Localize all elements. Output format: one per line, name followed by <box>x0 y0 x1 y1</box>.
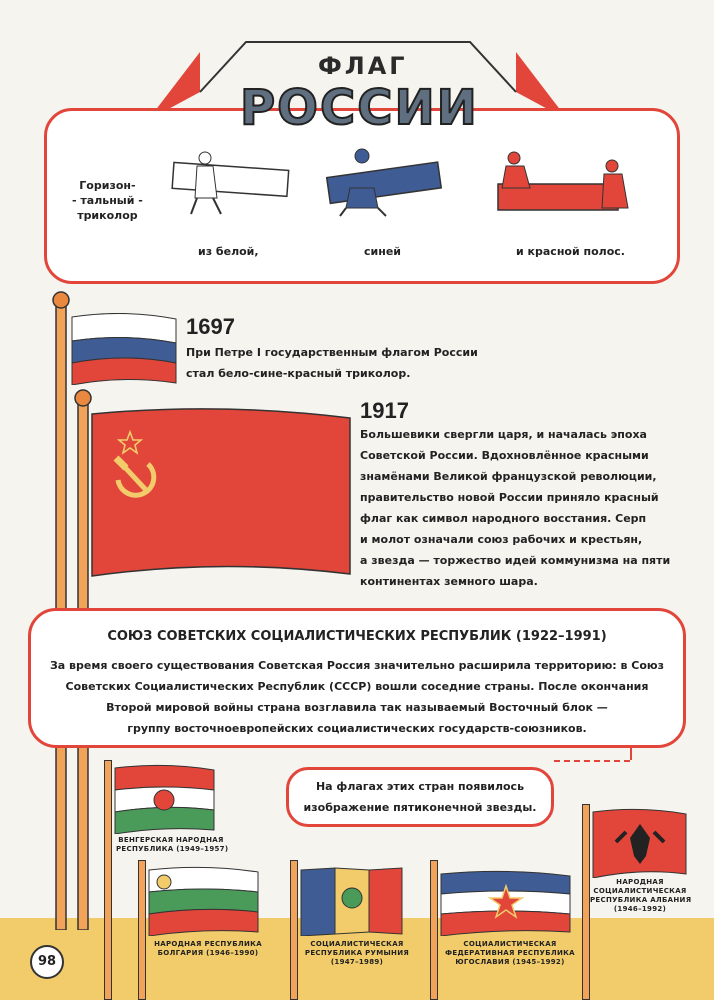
flagpole-hungary <box>104 760 112 1000</box>
connector-line <box>630 748 632 760</box>
year-1917: 1917 <box>360 398 409 423</box>
caption-albania: НАРОДНАЯ СОЦИАЛИСТИЧЕСКАЯ РЕСПУБЛИКА АЛБАНИЯ (1946–1992) <box>590 878 692 913</box>
caption-yugoslavia: СОЦИАЛИСТИЧЕСКАЯ ФЕДЕРАТИВНАЯ РЕСПУБЛИКА ЮГОСЛАВИЯ (1945–1992) <box>445 940 575 966</box>
tricolor-label: Горизон- - тальный - триколор <box>72 179 143 222</box>
year-1697: 1697 <box>186 314 235 339</box>
ussr-box <box>28 608 686 748</box>
caption-red: и красной полос. <box>516 245 625 258</box>
flagpole-romania <box>290 860 298 1000</box>
text-1697: При Петре I государственным флагом России стал бело-сине-красный триколор. <box>186 346 478 380</box>
caption-white: из белой, <box>198 245 259 258</box>
title-line1: ФЛАГ <box>318 52 408 80</box>
ussr-heading: СОЮЗ СОВЕТСКИХ СОЦИАЛИСТИЧЕСКИХ РЕСПУБЛИК (1922–1991) <box>107 629 607 644</box>
soviet-flag <box>90 408 352 580</box>
ussr-text: За время своего существования Советская Россия значительно расширила территорию: в Союз Советских Социалистических Республик (СССР) вошли соседние страны. После окончания Второй мировой войны страна возглавила так называемый Восточный блок — группу восточноевропейских социалистических государств-союзников. <box>49 659 665 735</box>
flag-bulgaria <box>148 866 260 936</box>
caption-bulgaria: НАРОДНАЯ РЕСПУБЛИКА БОЛГАРИЯ (1946–1990) <box>154 940 262 957</box>
connector-line <box>554 760 630 762</box>
text-1917: Большевики свергли царя, и началась эпоха Советской России. Вдохновлённое красными знамёнами Великой французской революции, правительство новой России приняло красный флаг как символ народного восстания. Серп и молот означали союз рабочих и крестьян, а звезда — торжество идей коммунизма на пяти континентах земного шара. <box>360 428 671 588</box>
page-number: 98 <box>30 945 64 979</box>
title-line2: РОССИИ <box>240 80 479 136</box>
russia-tricolor-flag <box>70 313 178 385</box>
flag-romania <box>300 866 404 936</box>
flagpole-albania <box>582 804 590 1000</box>
caption-romania: СОЦИАЛИСТИЧЕСКАЯ РЕСПУБЛИКА РУМЫНИЯ (1947–1989) <box>304 940 410 966</box>
blue-stripe-figure <box>322 148 452 220</box>
caption-hungary: ВЕНГЕРСКАЯ НАРОДНАЯ РЕСПУБЛИКА (1949–1957) <box>116 836 229 853</box>
flag-yugoslavia <box>440 870 572 936</box>
flag-hungary <box>114 764 216 834</box>
star-note-box <box>286 767 554 827</box>
white-stripe-figure <box>165 148 295 220</box>
caption-blue: синей <box>364 245 401 258</box>
flagpole-yugoslavia <box>430 860 438 1000</box>
flag-albania <box>592 808 688 878</box>
star-note-text: На флагах этих стран появилось изображение пятиконечной звезды. <box>303 780 537 814</box>
red-stripe-figures <box>484 148 634 220</box>
flagpole-bulgaria <box>138 860 146 1000</box>
